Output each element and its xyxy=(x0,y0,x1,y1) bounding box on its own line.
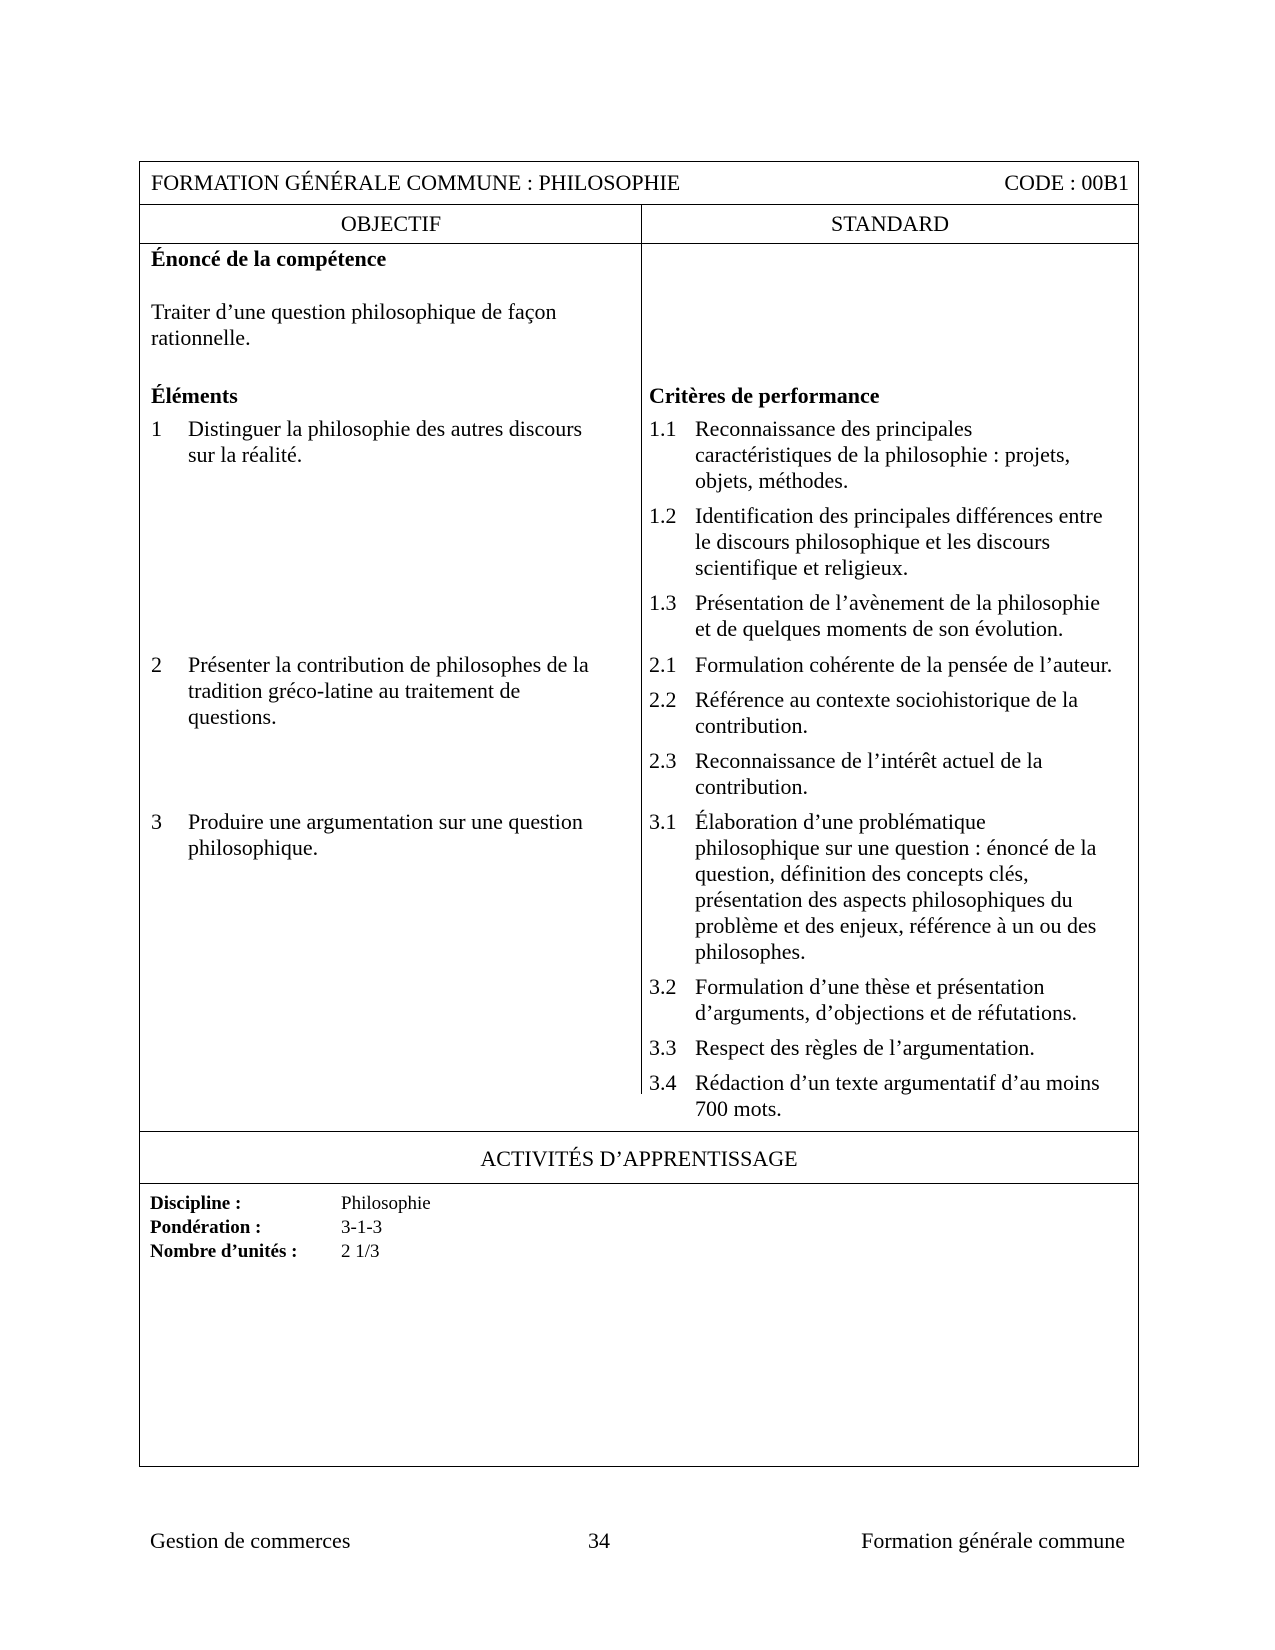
critere-number: 2.1 xyxy=(649,652,677,677)
objectif-column-header: OBJECTIF xyxy=(140,205,642,244)
competence-text-line: Traiter d’une question philosophique de façon xyxy=(151,299,557,324)
critere-text-line: Reconnaissance des principales xyxy=(695,416,973,441)
course-title: FORMATION GÉNÉRALE COMMUNE : PHILOSOPHIE xyxy=(151,170,681,195)
critere-number: 1.3 xyxy=(649,590,677,615)
critere-text-line: contribution. xyxy=(695,713,809,738)
competency-table xyxy=(139,161,1139,1467)
critere-number: 2.2 xyxy=(649,687,677,712)
discipline-value: Philosophie xyxy=(341,1193,431,1214)
critere-number: 3.2 xyxy=(649,974,677,999)
critere-number: 3.4 xyxy=(649,1070,677,1095)
footer-left: Gestion de commerces xyxy=(150,1528,351,1553)
critere-text-line: philosophes. xyxy=(695,939,806,964)
unites-value: 2 1/3 xyxy=(341,1241,380,1262)
table-header-row xyxy=(140,162,1138,205)
element-text-line: Distinguer la philosophie des autres discours xyxy=(188,416,583,441)
element-number: 3 xyxy=(151,809,162,834)
footer-right: Formation générale commune xyxy=(861,1528,1125,1553)
critere-text-line: caractéristiques de la philosophie : projets, xyxy=(695,442,1071,467)
critere-number: 1.1 xyxy=(649,416,677,441)
standard-column-header: STANDARD xyxy=(642,205,1138,244)
elements-heading: Éléments xyxy=(151,383,238,408)
ponderation-value: 3-1-3 xyxy=(341,1217,383,1238)
element-text-line: questions. xyxy=(188,704,277,729)
criteres-heading: Critères de performance xyxy=(649,383,880,408)
course-code: CODE : 00B1 xyxy=(1004,170,1129,195)
element-text-line: sur la réalité. xyxy=(188,442,303,467)
column-divider xyxy=(641,205,642,1094)
competence-heading: Énoncé de la compétence xyxy=(151,246,387,271)
discipline-label: Discipline : xyxy=(150,1193,242,1214)
critere-number: 1.2 xyxy=(649,503,677,528)
critere-text-line: 700 mots. xyxy=(695,1096,782,1121)
element-text-line: tradition gréco-latine au traitement de xyxy=(188,678,521,703)
activites-divider-top xyxy=(139,1131,1139,1132)
ponderation-label: Pondération : xyxy=(150,1217,262,1238)
critere-text-line: philosophique sur une question : énoncé de la xyxy=(695,835,1097,860)
critere-text-line: Rédaction d’un texte argumentatif d’au moins xyxy=(695,1070,1100,1095)
critere-text-line: Formulation cohérente de la pensée de l’auteur. xyxy=(695,652,1113,677)
element-text-line: philosophique. xyxy=(188,835,319,860)
unites-label: Nombre d’unités : xyxy=(150,1241,298,1262)
element-number: 1 xyxy=(151,416,162,441)
critere-text-line: scientifique et religieux. xyxy=(695,555,909,580)
critere-text-line: et de quelques moments de son évolution. xyxy=(695,616,1064,641)
critere-text-line: Respect des règles de l’argumentation. xyxy=(695,1035,1035,1060)
activites-title: ACTIVITÉS D’APPRENTISSAGE xyxy=(480,1146,798,1171)
critere-text-line: Élaboration d’une problématique xyxy=(695,809,986,834)
critere-text-line: objets, méthodes. xyxy=(695,468,849,493)
critere-text-line: Identification des principales différences entre xyxy=(695,503,1103,528)
competence-text-line: rationnelle. xyxy=(151,325,251,350)
element-number: 2 xyxy=(151,652,162,677)
critere-text-line: Référence au contexte sociohistorique de la xyxy=(695,687,1079,712)
critere-text-line: Présentation de l’avènement de la philosophie xyxy=(695,590,1101,615)
critere-text-line: problème et des enjeux, référence à un ou des xyxy=(695,913,1097,938)
critere-text-line: contribution. xyxy=(695,774,809,799)
critere-number: 3.1 xyxy=(649,809,677,834)
critere-text-line: Formulation d’une thèse et présentation xyxy=(695,974,1045,999)
activites-divider-bottom xyxy=(139,1183,1139,1184)
critere-text-line: Reconnaissance de l’intérêt actuel de la xyxy=(695,748,1043,773)
element-text-line: Présenter la contribution de philosophes de la xyxy=(188,652,589,677)
critere-text-line: question, définition des concepts clés, xyxy=(695,861,1029,886)
critere-number: 2.3 xyxy=(649,748,677,773)
critere-number: 3.3 xyxy=(649,1035,677,1060)
critere-text-line: d’arguments, d’objections et de réfutations. xyxy=(695,1000,1078,1025)
element-text-line: Produire une argumentation sur une question xyxy=(188,809,583,834)
page-number: 34 xyxy=(588,1528,610,1553)
critere-text-line: présentation des aspects philosophiques du xyxy=(695,887,1073,912)
critere-text-line: le discours philosophique et les discours xyxy=(695,529,1051,554)
